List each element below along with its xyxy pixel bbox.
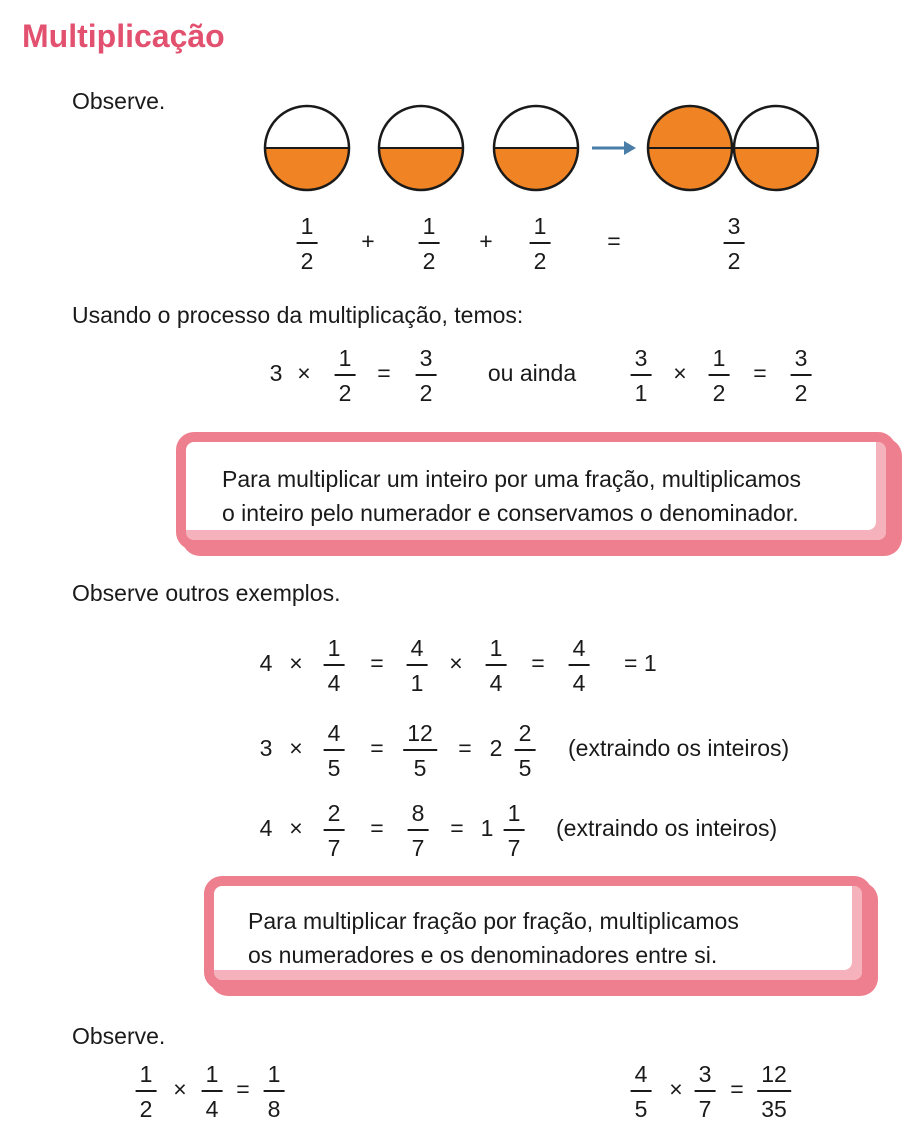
equals-sign: = [458,735,472,761]
half-circles-illustration [0,0,910,220]
fraction-result: 1 8 [264,1060,285,1123]
rule-text-line: Para multiplicar fração por fração, multiplicamos [248,908,739,934]
half-circle-2 [379,106,463,190]
equals-sign: = [450,815,464,841]
equals-sign: = [531,650,545,676]
fraction-2: 1 2 [419,212,440,275]
plus-sign: + [479,228,493,254]
fraction-result: 8 7 [408,799,429,862]
fraction-result: 4 4 [569,634,590,697]
fraction: 4 5 [324,719,345,782]
observe-label: Observe. [72,88,166,114]
final-result: = 1 [624,650,657,676]
mixed-fraction: 1 7 [504,799,525,862]
times-sign: × [449,650,463,676]
times-sign: × [289,650,303,676]
fraction-result: 3 2 [416,344,437,407]
whole-number: 4 [259,815,273,841]
fraction-result: 12 35 [757,1060,791,1123]
half-circle-1 [265,106,349,190]
whole-number: 4 [259,650,273,676]
note-text: (extraindo os inteiros) [568,735,790,761]
equals-sign: = [753,360,767,386]
fraction: 2 7 [324,799,345,862]
process-intro: Usando o processo da multiplicação, temos: [72,302,524,328]
fraction: 3 1 [631,344,652,407]
mixed-whole: 2 [489,735,503,761]
equals-sign: = [236,1076,250,1102]
fraction: 4 1 [407,634,428,697]
rule-text-line: Para multiplicar um inteiro por uma fração, multiplicamos [222,466,802,492]
fraction: 1 2 [335,344,356,407]
whole-number: 3 [259,735,273,761]
equals-sign: = [607,228,621,254]
observe-label: Observe. [72,1023,166,1049]
rule-text-line: o inteiro pelo numerador e conservamos o denominador. [222,500,799,526]
times-sign: × [669,1076,683,1102]
fraction: 1 2 [709,344,730,407]
fraction-result: 3 2 [724,212,745,275]
fraction: 1 4 [324,634,345,697]
fraction: 3 7 [695,1060,716,1123]
fraction: 1 4 [486,634,507,697]
times-sign: × [173,1076,187,1102]
fraction: 4 5 [631,1060,652,1123]
fraction-result: 12 5 [403,719,437,782]
fraction-1: 1 2 [297,212,318,275]
equals-sign: = [730,1076,744,1102]
fraction: 1 4 [202,1060,223,1123]
page-title: Multiplicação [22,18,225,54]
note-text: (extraindo os inteiros) [556,815,778,841]
times-sign: × [297,360,311,386]
equals-sign: = [370,650,384,676]
arrow-right-icon [592,141,636,155]
whole-number: 3 [269,360,283,386]
equals-sign: = [370,735,384,761]
full-circle [648,106,732,190]
half-circle-4 [734,106,818,190]
rule-text-line: os numeradores e os denominadores entre si. [248,942,718,968]
times-sign: × [673,360,687,386]
mixed-whole: 1 [480,815,494,841]
fraction: 1 2 [136,1060,157,1123]
fraction-3: 1 2 [530,212,551,275]
times-sign: × [289,815,303,841]
examples-intro: Observe outros exemplos. [72,580,341,606]
or-text: ou ainda [487,360,577,386]
mixed-fraction: 2 5 [515,719,536,782]
equals-sign: = [377,360,391,386]
half-circle-3 [494,106,578,190]
times-sign: × [289,735,303,761]
plus-sign: + [361,228,375,254]
equals-sign: = [370,815,384,841]
fraction-result: 3 2 [791,344,812,407]
